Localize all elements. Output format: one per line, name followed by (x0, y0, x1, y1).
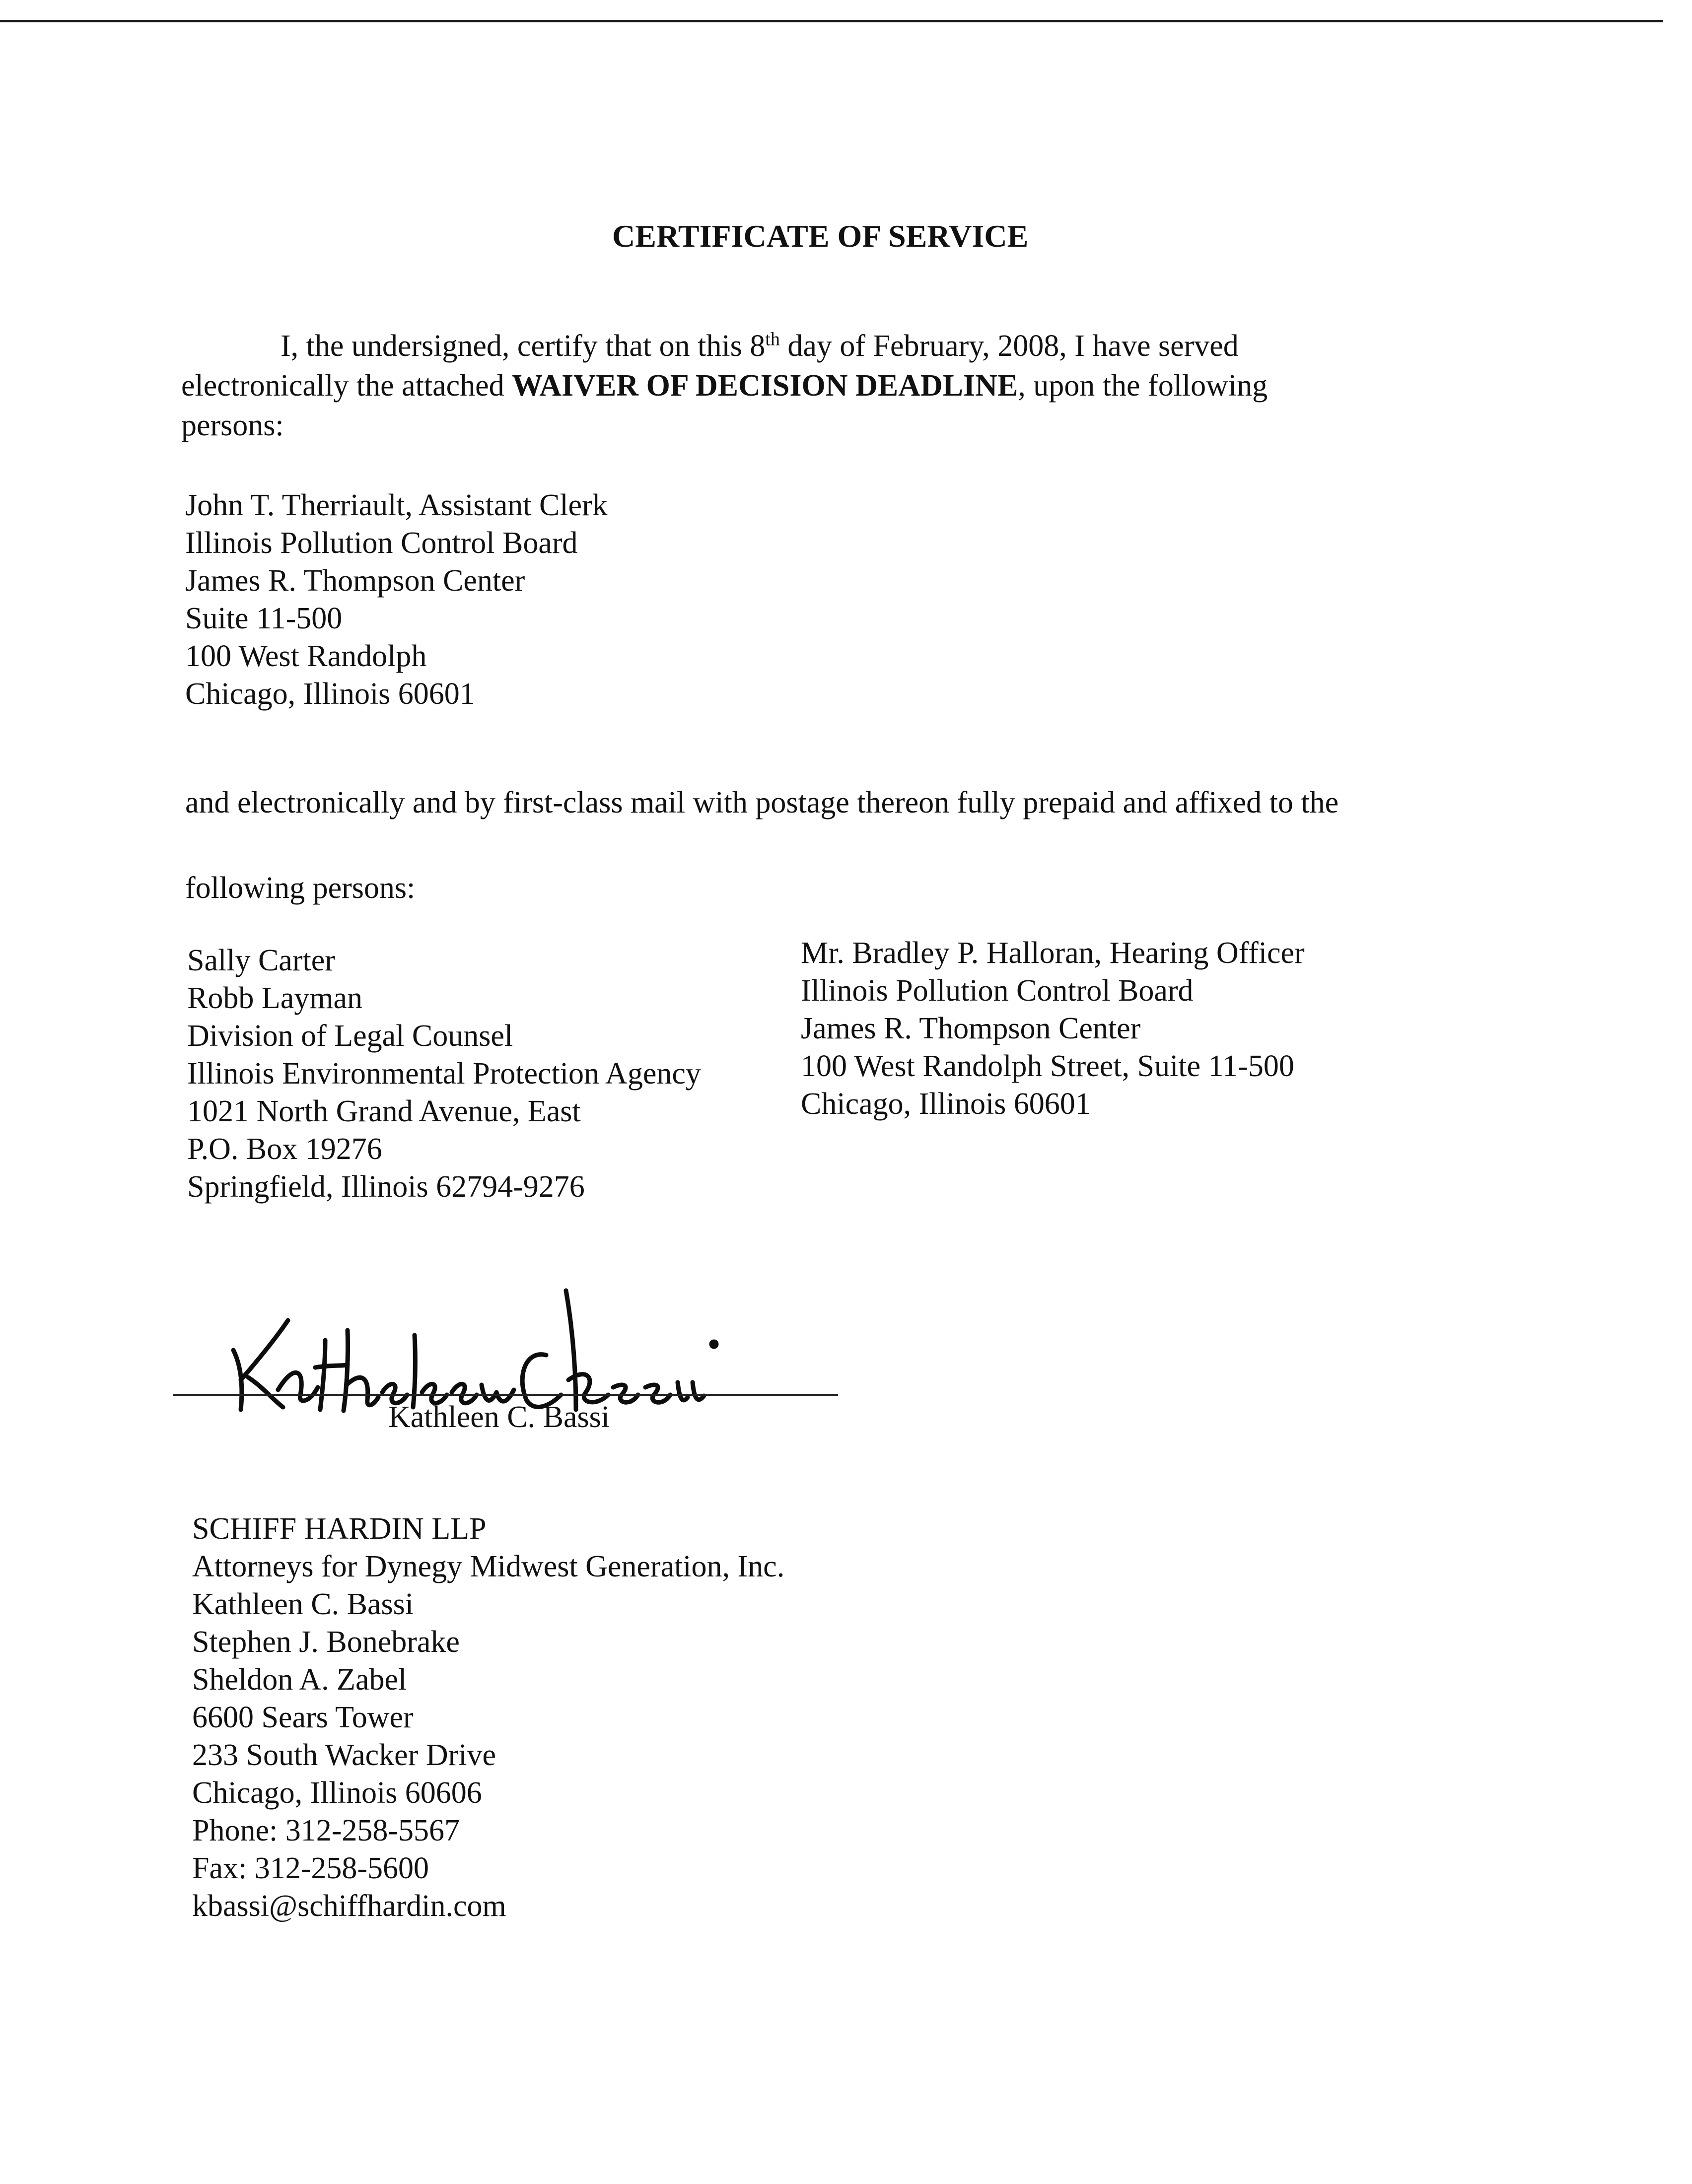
intro-text: day of February, 2008, I have served (779, 329, 1239, 363)
mail-statement-line-1: and electronically and by first-class mail with postage thereon fully prepaid and affixed to the (185, 786, 1339, 819)
address-line: Suite 11-500 (185, 602, 343, 635)
signer-name: Kathleen C. Bassi (388, 1400, 610, 1434)
intro-text: I, the undersigned, certify that on this 8 (281, 329, 766, 363)
address-line: Chicago, Illinois 60601 (185, 677, 475, 711)
firm-line: Chicago, Illinois 60606 (192, 1776, 482, 1810)
address-line: Division of Legal Counsel (187, 1019, 513, 1053)
address-line: Illinois Environmental Protection Agency (187, 1057, 701, 1091)
address-line: John T. Therriault, Assistant Clerk (185, 488, 608, 522)
intro-line-1 (281, 328, 1239, 364)
firm-line: Kathleen C. Bassi (192, 1587, 414, 1621)
document-title: CERTIFICATE OF SERVICE (612, 218, 1029, 254)
document-reference: WAIVER OF DECISION DEADLINE (512, 369, 1018, 403)
address-line: 100 West Randolph (185, 639, 427, 673)
address-line: Springfield, Illinois 62794-9276 (187, 1170, 585, 1204)
firm-contact-block (192, 1510, 784, 1925)
address-line: Robb Layman (187, 981, 362, 1015)
address-line: Sally Carter (187, 944, 335, 977)
intro-text: electronically the attached (181, 369, 512, 403)
intro-text: , upon the following (1018, 369, 1268, 403)
firm-line: 233 South Wacker Drive (192, 1738, 496, 1772)
firm-line: Sheldon A. Zabel (192, 1663, 407, 1697)
recipients-left-block (187, 942, 701, 1206)
intro-line-3: persons: (181, 409, 284, 442)
phone-line: Phone: 312-258-5567 (192, 1814, 460, 1847)
firm-line: Attorneys for Dynegy Midwest Generation, Inc. (192, 1550, 785, 1583)
firm-name: SCHIFF HARDIN LLP (192, 1512, 487, 1546)
firm-line: 6600 Sears Tower (192, 1701, 414, 1734)
address-line: Mr. Bradley P. Halloran, Hearing Officer (801, 936, 1305, 970)
address-line: 100 West Randolph Street, Suite 11-500 (801, 1049, 1294, 1083)
address-line: Illinois Pollution Control Board (801, 974, 1194, 1008)
clerk-address-block (185, 486, 608, 713)
address-line: P.O. Box 19276 (187, 1132, 382, 1166)
firm-line: Stephen J. Bonebrake (192, 1625, 460, 1659)
mail-statement-line-2: following persons: (185, 871, 416, 905)
address-line: 1021 North Grand Avenue, East (187, 1094, 581, 1128)
top-rule (0, 20, 1663, 22)
ordinal-suffix: th (765, 329, 780, 350)
address-line: James R. Thompson Center (801, 1012, 1141, 1045)
intro-line-2 (181, 367, 1268, 404)
address-line: Chicago, Illinois 60601 (801, 1087, 1091, 1121)
fax-line: Fax: 312-258-5600 (192, 1851, 429, 1885)
address-line: Illinois Pollution Control Board (185, 526, 578, 560)
address-line: James R. Thompson Center (185, 564, 525, 598)
recipients-right-block (801, 934, 1305, 1123)
email-line: kbassi@schiffhardin.com (192, 1889, 506, 1923)
signature-line (173, 1394, 838, 1396)
